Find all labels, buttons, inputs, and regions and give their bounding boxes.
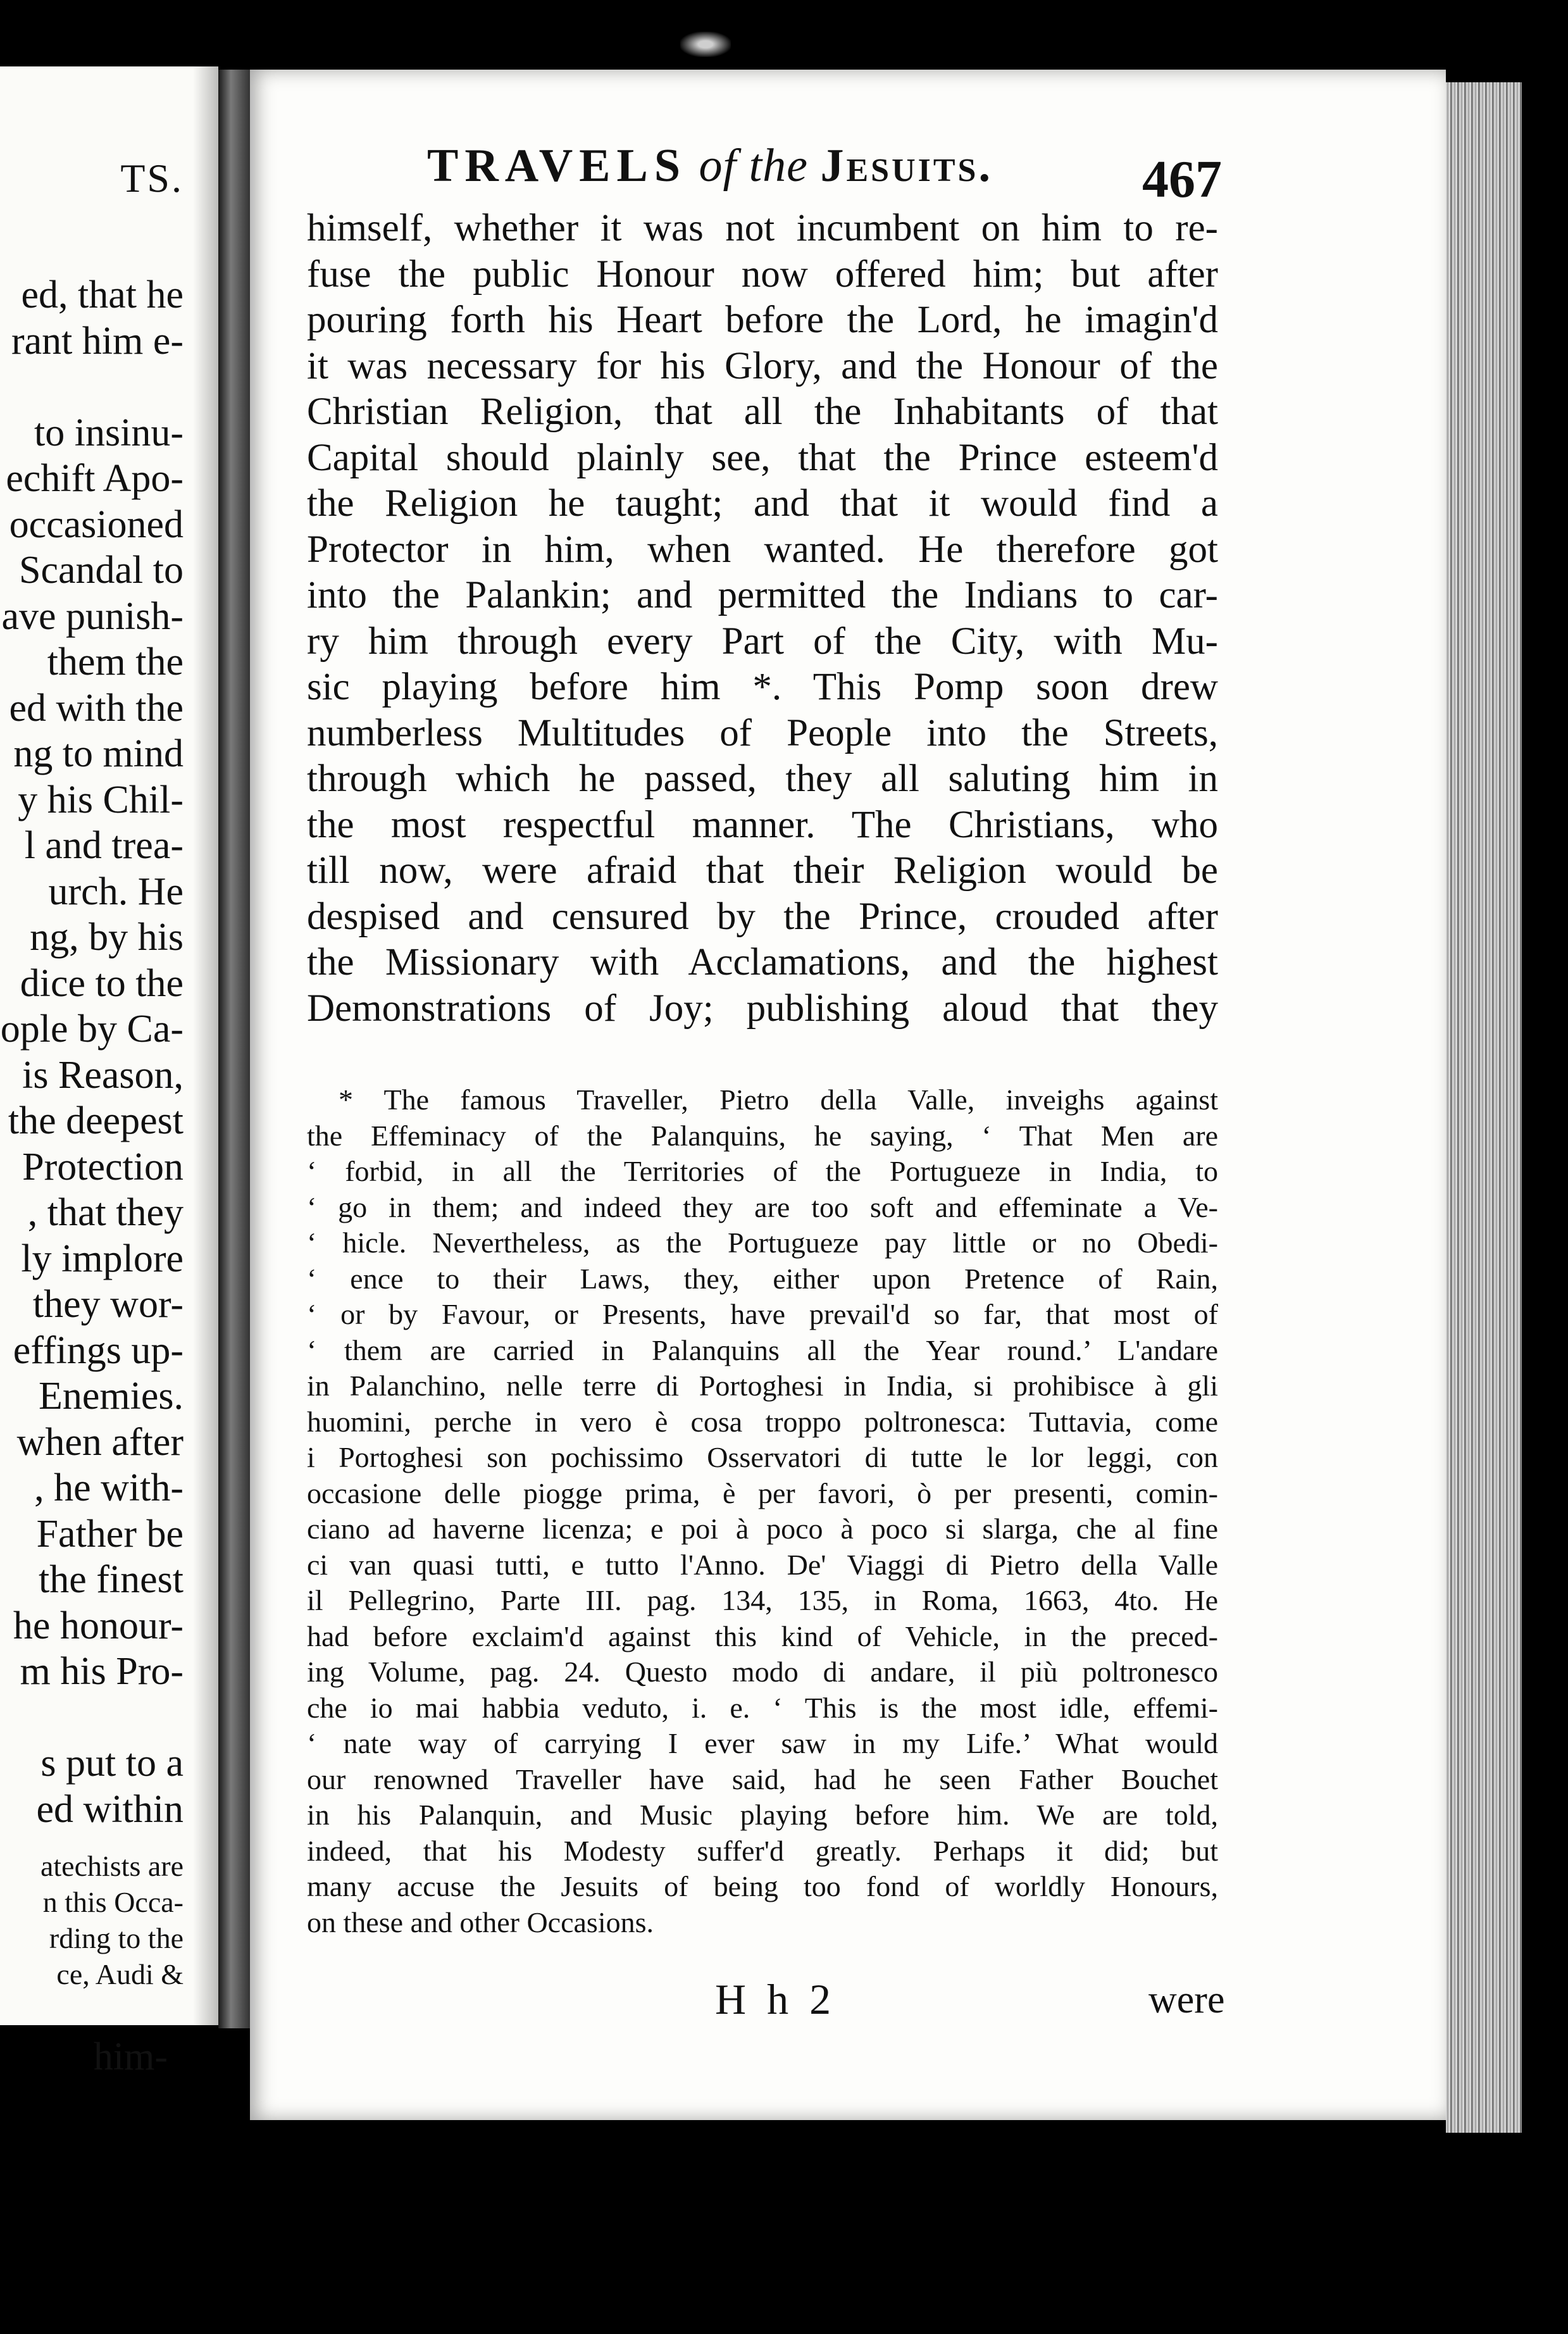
left-line: the finest: [39, 1558, 184, 1601]
running-head: [427, 139, 993, 193]
text-line: Demonstrations of Joy; publishing aloud that they: [307, 987, 1218, 1030]
left-note-line: n this Occa-: [42, 1886, 184, 1918]
left-line: echift Apo-: [6, 457, 184, 500]
footnote-line: il Pellegrino, Parte III. pag. 134, 135, in Roma, 1663, 4to. He: [307, 1584, 1218, 1616]
running-head-of-the: of the: [699, 140, 808, 192]
left-line: Scandal to: [19, 549, 184, 592]
left-line: them the: [47, 640, 184, 683]
footnote-line: ‘ or by Favour, or Presents, have prevail'd so far, that most of: [307, 1298, 1218, 1330]
left-line: Enemies.: [39, 1375, 184, 1418]
footnote-line: the Effeminacy of the Palanquins, he saying, ‘ That Men are: [307, 1119, 1218, 1152]
main-text: [307, 206, 1218, 1032]
left-line: ed with the: [9, 686, 184, 730]
left-line: l and trea-: [24, 824, 184, 867]
left-line: ng, by his: [30, 916, 184, 959]
running-head-jesuits: Jesuits.: [820, 140, 993, 192]
left-line: to insinu-: [34, 411, 184, 454]
footnote-line: ing Volume, pag. 24. Questo modo di andare, il più poltronesco: [307, 1656, 1218, 1688]
left-line: is Reason,: [22, 1053, 184, 1097]
footnote-line: occasione delle piogge prima, è per favori, ò per presenti, comin-: [307, 1476, 1218, 1509]
text-line: the Missionary with Acclamations, and the highest: [307, 941, 1218, 983]
page-number: 467: [1142, 150, 1222, 209]
left-line: ng to mind: [13, 732, 184, 775]
footnote-line: ‘ them are carried in Palanquins all the Year round.’ L'andare: [307, 1333, 1218, 1366]
footnote-line: ‘ go in them; and indeed they are too soft and effeminate a Ve-: [307, 1190, 1218, 1223]
left-line: , he with-: [34, 1466, 184, 1509]
left-page-gutter-shadow: [193, 66, 218, 2025]
text-line: through which he passed, they all saluting him in: [307, 758, 1218, 800]
footnote-line: in Palanchino, nelle terre di Portoghesi in India, si prohibisce à gli: [307, 1370, 1218, 1402]
text-line: it was necessary for his Glory, and the Honour of the: [307, 344, 1218, 387]
text-line: Christian Religion, that all the Inhabitants of that: [307, 390, 1218, 433]
footnote-line: our renowned Traveller have said, had he seen Father Bouchet: [307, 1763, 1218, 1795]
left-line: they wor-: [32, 1283, 184, 1326]
running-head-travels: TRAVELS: [427, 140, 687, 192]
left-line: dice to the: [20, 961, 184, 1005]
left-line: [1, 1695, 184, 1741]
footnote-line: had before exclaim'd against this kind of Vehicle, in the preced-: [307, 1619, 1218, 1652]
left-line: ed, that he: [21, 273, 184, 316]
left-line: Father be: [36, 1512, 184, 1556]
footnote-line: on these and other Occasions.: [307, 1906, 654, 1938]
footnote-line: indeed, that his Modesty suffer'd greatly. Perhaps it did; but: [307, 1834, 1218, 1867]
text-line: numberless Multitudes of People into the Streets,: [307, 711, 1218, 754]
left-page-text: [1, 272, 184, 1832]
left-page-catchword: him-: [93, 2035, 168, 2078]
text-line: the most respectful manner. The Christians, who: [307, 803, 1218, 846]
left-page-header: TS.: [120, 156, 184, 201]
left-line: ave punish-: [1, 594, 184, 638]
text-line: himself, whether it was not incumbent on him to re-: [307, 207, 1218, 249]
footnote-line: ‘ nate way of carrying I ever saw in my Life.’ What would: [307, 1727, 1218, 1759]
text-line: sic playing before him *. This Pomp soon drew: [307, 666, 1218, 708]
left-note-line: ce, Audi &: [56, 1958, 184, 1990]
footnote-line: ciano ad haverne licenza; e poi à poco à poco si slarga, che al fine: [307, 1513, 1218, 1545]
left-line: m his Pro-: [20, 1650, 184, 1693]
left-line: rant him e-: [11, 319, 184, 363]
left-line: urch. He: [48, 870, 184, 913]
footnote: [307, 1082, 1218, 1940]
left-line: occasioned: [9, 502, 184, 546]
footnote-line: ‘ hicle. Nevertheless, as the Portugueze pay little or no Obedi-: [307, 1226, 1218, 1259]
left-line: ly implore: [21, 1237, 184, 1280]
left-line: effings up-: [13, 1328, 184, 1372]
left-line: when after: [16, 1420, 184, 1464]
left-line: ed within: [36, 1787, 184, 1831]
left-line: he honour-: [13, 1604, 184, 1647]
footnote-line: huomini, perche in vero è cosa troppo poltronesca: Tuttavia, come: [307, 1405, 1218, 1438]
footnote-line: many accuse the Jesuits of being too fond of worldly Honours,: [307, 1870, 1218, 1902]
text-line: despised and censured by the Prince, crouded after: [307, 895, 1218, 938]
text-line: the Religion he taught; and that it would find a: [307, 482, 1218, 525]
text-line: into the Palankin; and permitted the Indians to car-: [307, 574, 1218, 616]
text-line: Protector in him, when wanted. He therefore got: [307, 528, 1218, 571]
text-line: fuse the public Honour now offered him; but after: [307, 253, 1218, 296]
left-line: the deepest: [8, 1099, 184, 1142]
left-line: , that they: [27, 1191, 184, 1234]
left-line: y his Chil-: [18, 778, 184, 821]
footnote-line: ci van quasi tutti, e tutto l'Anno. De' Viaggi di Pietro della Valle: [307, 1548, 1218, 1581]
top-ornament: [680, 32, 731, 57]
book-spine-shadow: [218, 70, 250, 2028]
footnote-line: ‘ forbid, in all the Territories of the Portugueze in India, to: [307, 1155, 1218, 1187]
left-note-line: rding to the: [49, 1922, 184, 1954]
footnote-line: ‘ ence to their Laws, they, either upon Pretence of Rain,: [307, 1262, 1218, 1295]
text-line: till now, were afraid that their Religion would be: [307, 849, 1218, 892]
catchword: were: [1148, 1978, 1225, 2021]
left-line: Protection: [22, 1145, 184, 1189]
footnote-line: che io mai habbia veduto, i. e. ‘ This is the most idle, effemi-: [307, 1691, 1218, 1724]
left-line: [1, 364, 184, 410]
left-page-footnote: [40, 1848, 184, 1992]
text-line: pouring forth his Heart before the Lord, he imagin'd: [307, 299, 1218, 341]
signature-mark: H h 2: [715, 1975, 837, 2023]
left-line: ople by Ca-: [0, 1008, 184, 1051]
left-note-line: atechists are: [40, 1850, 184, 1882]
footnote-line: in his Palanquin, and Music playing before him. We are told,: [307, 1799, 1218, 1831]
text-line: Capital should plainly see, that the Prince esteem'd: [307, 436, 1218, 479]
footnote-line: * The famous Traveller, Pietro della Valle, inveighs against: [339, 1083, 1218, 1116]
text-line: ry him through every Part of the City, with Mu-: [307, 620, 1218, 663]
left-line: s put to a: [40, 1742, 184, 1785]
page-edges: [1446, 82, 1522, 2133]
left-page: [0, 66, 218, 2078]
footnote-line: i Portoghesi son pochissimo Osservatori di tutte le lor leggi, con: [307, 1441, 1218, 1473]
